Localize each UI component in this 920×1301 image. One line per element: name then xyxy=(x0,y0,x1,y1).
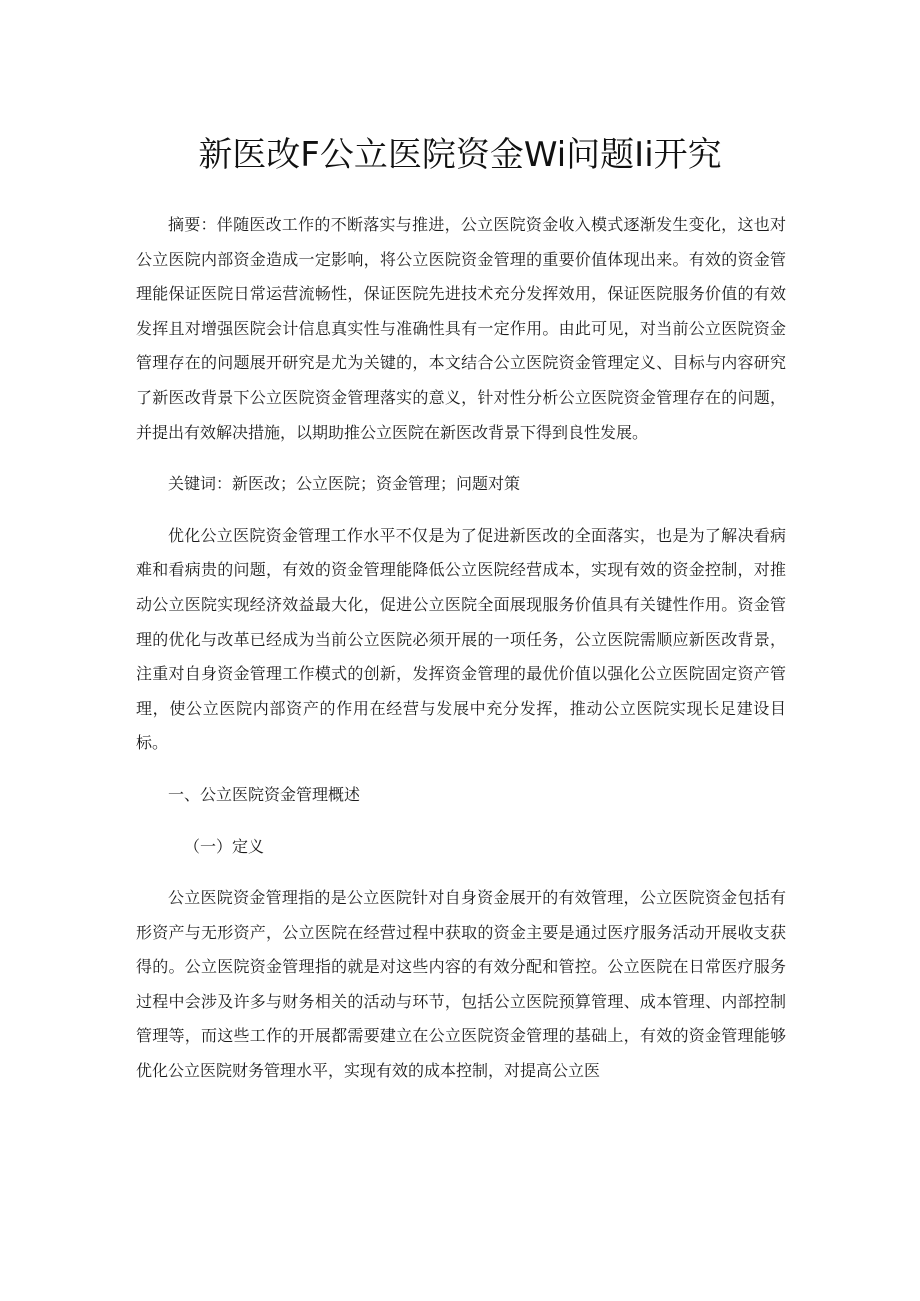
section-heading: 一、公立医院资金管理概述 xyxy=(168,784,361,804)
intro-paragraph: 优化公立医院资金管理工作水平不仅是为了促进新医改的全面落实，也是为了解决看病难和看病贵的问题，有效的资金管理能降低公立医院经营成本，实现有效的资金控制，对推动公立医院实现经济效益最大化，促进公立医院全面展现服务价值具有关键性作用。资金管理的优化与改革已经成为当前公立医院必须开展的一项任务，公立医院需顺应新医改背景，注重对自身资金管理工作模式的创新，发挥资金管理的最优价值以强化公立医院固定资产管理，使公立医院内部资产的作用在经营与发展中充分发挥，推动公立医院实现长足建设目标。 xyxy=(136,525,786,753)
subsection-heading: （一）定义 xyxy=(184,836,265,856)
page-title: 新医改F公立医院资金Wi问题Ii开究 xyxy=(198,135,722,175)
document-body xyxy=(136,208,786,1106)
definition-paragraph: 公立医院资金管理指的是公立医院针对自身资金展开的有效管理，公立医院资金包括有形资产与无形资产，公立医院在经营过程中获取的资金主要是通过医疗服务活动开展收支获得的。公立医院资金管理指的就是对这些内容的有效分配和管控。公立医院在日常医疗服务过程中会涉及许多与财务相关的活动与环节，包括公立医院预算管理、成本管理、内部控制管理等，而这些工作的开展都需要建立在公立医院资金管理的基础上，有效的资金管理能够优化公立医院财务管理水平，实现有效的成本控制，对提高公立医 xyxy=(136,888,786,1081)
keywords-line: 关键词：新医改；公立医院；资金管理；问题对策 xyxy=(168,474,521,494)
abstract-paragraph: 摘要：伴随医改工作的不断落实与推进，公立医院资金收入模式逐渐发生变化，这也对公立医院内部资金造成一定影响，将公立医院资金管理的重要价值体现出来。有效的资金管理能保证医院日常运营流畅性，保证医院先进技术充分发挥效用，保证医院服务价值的有效发挥且对增强医院会计信息真实性与准确性具有一定作用。由此可见，对当前公立医院资金管理存在的问题展开研究是尤为关键的，本文结合公立医院资金管理定义、目标与内容研究了新医改背景下公立医院资金管理落实的意义，针对性分析公立医院资金管理存在的问题，并提出有效解决措施，以期助推公立医院在新医改背景下得到良性发展。 xyxy=(136,215,786,442)
